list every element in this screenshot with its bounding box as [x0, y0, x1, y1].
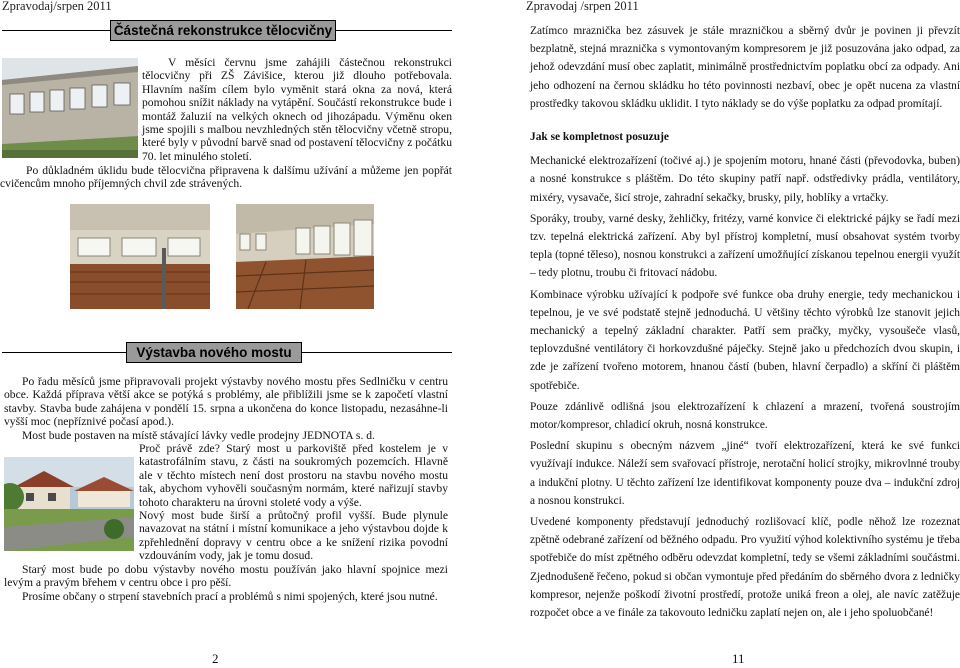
bridge-photo-spacer	[4, 457, 134, 551]
bridge-paragraph-3: Proč právě zde? Starý most u parkoviště před kostelem je v katastrofálním stavu, z části na soukromých pozemcích. Hlavně ale v těchto místech není dost prostoru na stavbu nového mostu tak, abychom vyhověli současným normám, které nařizují stavby tohoto charakteru na úrovni stoleté vody a výše.	[139, 442, 448, 509]
gym-paragraph-1: V měsíci červnu jsme zahájili částečnou rekonstrukci tělocvičny při ZŠ Závišice, kterou již dlouho potřebovala. Hlavním naším cílem bylo vyměnit stará okna za nová, která pomohou snížit náklady na vytápění. Součástí rekonstrukce bude i montáž žaluzií na velkých oknech od jihozápadu. Výměnu oken jsme spojili s malbou nevzhledných stěn tělocvičny včetně stropu, které byly v původní barvě snad od postavení tělocvičny z počátku 70. let minulého století.	[142, 56, 452, 163]
page-number-left: 2	[212, 651, 219, 666]
right-paragraph-7: Uvedené komponenty představují jednoduchý rozlišovací klíč, podle něhož lze rozeznat zpětně odebrané zařízení od běžného odpadu. Pro využití výhod kolektivního systému je třeba spotřebiče do míst zpětného odběru odevzdat kompletní, tedy se všemi základními součástmi. Zjednodušeně řečeno, pokud si občan vymontuje před předáním do sběrného dvora z ledničky kompresor, nejenže poškodí životní prostředí, protože uniká freon a olej, ale navíc zatěžuje rozpočet obce a ve finále za takovouto ledničku zaplatí nejen on, ale i jeho spoluobčané!	[530, 516, 960, 620]
headline-rule-left	[2, 30, 110, 31]
article-bridge-body	[4, 375, 448, 603]
running-head-right: Zpravodaj /srpen 2011	[526, 0, 639, 13]
bridge-paragraph-6: Prosíme občany o strpení stavebních prací a problémů s nimi spojených, které jsou nutné.	[22, 589, 438, 603]
right-paragraph-5: Pouze zdánlivě odlišná jsou elektrozařízení k chlazení a mrazení, tvořená soustrojím motor/kompresor, chladicí okruh, nosná konstrukce.	[530, 400, 960, 432]
right-page	[520, 0, 960, 668]
running-head-left: Zpravodaj/srpen 2011	[2, 0, 112, 13]
bridge-paragraph-1: Po řadu měsíců jsme připravovali projekt výstavby nového mostu přes Sedlničku v centru obce. Každá příprava větší akce se potýká s problémy, ale přiblížili jsme se k započetí vlastní stavby. Stavba bude zahájena v pondělí 15. srpna a ukončena do konce listopadu, nezasáhne-li vyšší moc (nepříznivé počasí apod.).	[4, 375, 448, 429]
right-page-body	[530, 22, 960, 625]
right-paragraph-3: Sporáky, trouby, varné desky, žehličky, fritézy, varné konvice či elektrické pájky se řadí mezi tzv. tepelná elektrická zařízení. Aby byl přístroj kompletní, musí obsahovat systém tvorby tepla (topné těleso), nosnou konstrukci a zařízení umožňující získanou tepelnou energii využít – tedy plotnu, troubu či fritovací nádobu.	[530, 212, 960, 280]
headline-rule-right	[336, 30, 452, 31]
photo-spacer	[0, 56, 142, 164]
headline-rule-right-2	[302, 352, 452, 353]
gym-interior-photo-1	[70, 204, 210, 309]
headline-rule-left-2	[2, 352, 126, 353]
bridge-paragraph-5: Starý most bude po dobu výstavby nového mostu používán jako hlavní spojnice mezi levým a pravým břehem v centru obce i pro pěší.	[4, 562, 448, 590]
bridge-paragraph-2: Most bude postaven na místě stávající lávky vedle prodejny JEDNOTA s. d.	[22, 428, 375, 442]
section-heading: Jak se kompletnost posuzuje	[530, 131, 669, 144]
right-paragraph-2: Mechanické elektrozařízení (točivé aj.) je spojením motoru, hnané části (převodovka, buben) a nosné konstrukce s pláštěm. Do této skupiny patří např. odstředivky prádla, ventilátory, mixéry, vysavače, šicí stroje, zahradní sekačky, brusky, pily, hoblíky a vrtačky.	[530, 155, 960, 204]
gym-paragraph-2: Po důkladném úklidu bude tělocvična připravena k dalšímu užívání a můžeme jen popřát cvičencům mnoho příjemných chvil zde strávených.	[0, 164, 452, 191]
right-paragraph-6: Poslední skupinu s obecným názvem „jiné“ tvoří elektrozařízení, která ke své funkci využívají indukce. Náleží sem svařovací přístroje, nerotační holicí strojky, mikrovlnné trouby a indukční plotny. U těchto zařízení lze identifikovat komponenty pouze dva – indukční zdroj a nosnou konstrukci.	[530, 440, 960, 507]
page-number-right: 11	[732, 651, 745, 666]
right-paragraph-4: Kombinace výrobku užívající k podpoře své funkce oba druhy energie, tedy mechanickou i tepelnou, je ve své podstatě stejně jednoduchá. U většiny těchto výrobků lze stanovit jejich mechanický a tepelný základní charakter. Patří sem pračky, myčky, vysoušeče vlasů, teplovzdušné ventilátory či horkovzdušné páječky. Stejně jako u předchozích dvou skupin, i zde je zařízení tvořeno motorem, hnanou částí (buben, hlavní čerpadlo) a skříní či pláštěm spotřebiče.	[530, 288, 960, 392]
left-page	[0, 0, 452, 668]
article-title-gym: Částečná rekonstrukce tělocvičny	[110, 20, 336, 41]
article-title-bridge: Výstavba nového mostu	[126, 342, 302, 363]
bridge-site-photo	[4, 457, 134, 551]
gym-interior-photo-2	[236, 204, 374, 309]
bridge-paragraph-4: Nový most bude širší a průtočný profil vyšší. Bude plynule navazovat na státní i místní komunikace a jeho výstavbou dojde k zpřehlednění dopravy v centru obce a ke snížení rizika povodní vzdouváním vody, jak je tomu dosud.	[139, 509, 448, 563]
right-paragraph-1: Zatímco mraznička bez zásuvek je stále mrazničkou a sběrný dvůr je povinen ji převzít bezplatně, stejná mraznička s vymontovaným kompresorem je již posuzována jako odpad, za jehož odevzdání musí obec zaplatit, minimálně prostřednictvím poplatku obcí za odpady. Ani jeho odhození na černou skládku ho této povinnosti nezbaví, obec je opět nucena za vlastní prostředky takovou skládku uklidit. I tyto náklady se do výše poplatku za odpad promítají.	[530, 25, 960, 110]
article-gym-body	[0, 56, 452, 191]
